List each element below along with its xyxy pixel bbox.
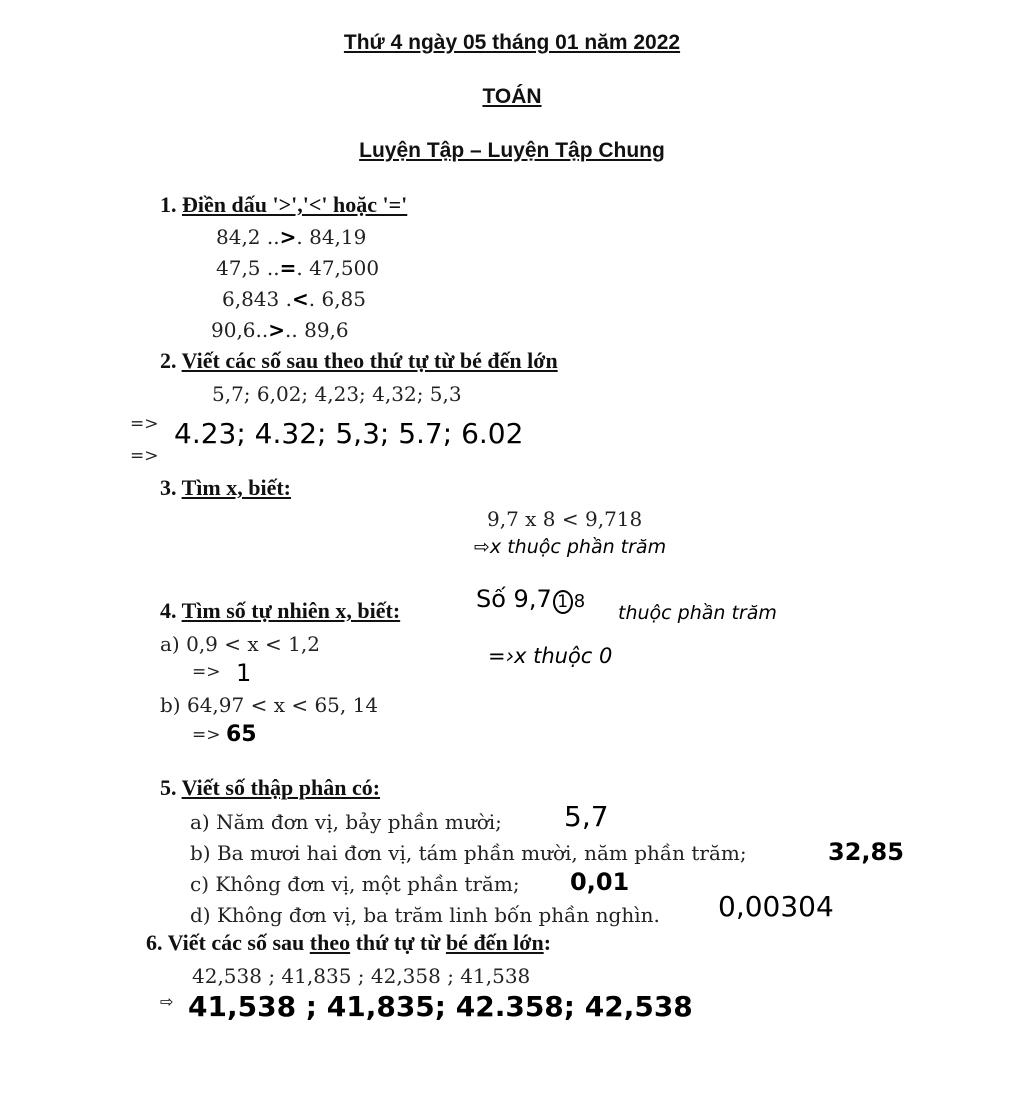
q2-answer: 4.23; 4.32; 5,3; 5.7; 6.02 — [174, 417, 524, 450]
q4-side-answer: =›x thuộc 0 — [488, 644, 613, 668]
q2-number: 2. — [160, 348, 177, 373]
q5-item-a: a) Năm đơn vị, bảy phần mười; — [190, 810, 502, 834]
q3-number: 3. — [160, 475, 177, 500]
q6-arrow: ⇨ — [160, 992, 174, 1011]
q6-number: 6. — [146, 930, 163, 955]
q1-row-2-right: . 47,500 — [296, 256, 380, 280]
q6-answer: 41,538 ; 41,835; 42.358; 42,538 — [188, 990, 693, 1023]
q1-row-1-right: . 84,19 — [296, 225, 367, 249]
q4-a-label: a) — [160, 632, 180, 656]
q6-title-underlined-2: bé đến lớn — [445, 930, 544, 955]
q5-answer-b: 32,85 — [828, 838, 904, 866]
q1-row-2-left: 47,5 .. — [216, 256, 280, 280]
q6-title-underlined-1: theo — [309, 930, 351, 955]
q1-row-3 — [222, 287, 366, 311]
q4-b-expression: 64,97 < x < 65, 14 — [186, 693, 379, 717]
q4-a-answer: 1 — [236, 659, 252, 687]
q5-answer-a: 5,7 — [564, 800, 609, 833]
q1-row-2 — [216, 256, 379, 280]
q2-numbers: 5,7; 6,02; 4,23; 4,32; 5,3 — [212, 382, 462, 406]
q4-heading — [160, 598, 400, 624]
q4-b-answer: 65 — [226, 722, 257, 747]
q6-heading — [146, 930, 551, 956]
q1-row-1-sign: > — [279, 225, 297, 249]
q5-answer-d: 0,00304 — [718, 890, 834, 923]
q1-row-4-left: 90,6.. — [211, 318, 269, 342]
q5-item-b: b) Ba mươi hai đơn vị, tám phần mười, năm phần trăm; — [190, 841, 747, 865]
q1-row-4-right: .. 89,6 — [285, 318, 349, 342]
q5-item-c: c) Không đơn vị, một phần trăm; — [190, 872, 520, 896]
lesson-heading: Luyện Tập – Luyện Tập Chung — [359, 139, 665, 162]
q4-side-suffix: 8 — [573, 591, 586, 612]
q2-title: Viết các số sau theo thứ tự từ bé đến lớn — [181, 348, 558, 373]
q1-row-3-right: . 6,85 — [308, 287, 366, 311]
q6-numbers: 42,538 ; 41,835 ; 42,358 ; 41,538 — [192, 964, 531, 988]
q4-a-arrow: => — [192, 662, 221, 682]
q5-answer-c: 0,01 — [570, 868, 630, 896]
q4-side-work — [476, 585, 585, 614]
q1-row-3-left: 6,843 . — [222, 287, 292, 311]
q1-heading — [160, 192, 407, 218]
q1-row-1 — [216, 225, 366, 249]
subject-heading: TOÁN — [482, 85, 542, 108]
q4-side-circled-digit: 1 — [553, 590, 573, 614]
q1-row-1-left: 84,2 .. — [216, 225, 280, 249]
q2-arrow-2: => — [130, 446, 159, 466]
q4-number: 4. — [160, 598, 177, 623]
q1-row-3-sign: < — [291, 287, 309, 311]
q4-b-arrow: => — [192, 725, 221, 745]
q3-note: ⇨x thuộc phần trăm — [474, 536, 667, 558]
q4-a — [160, 632, 320, 656]
q4-b-label: b) — [160, 693, 181, 717]
q5-heading — [160, 775, 380, 801]
q5-item-d: d) Không đơn vị, ba trăm linh bốn phần nghìn. — [190, 903, 660, 927]
q4-side-note: thuộc phần trăm — [618, 602, 777, 624]
q2-arrow-1: => — [130, 414, 159, 434]
q1-row-4 — [211, 318, 349, 342]
q1-number: 1. — [160, 192, 177, 217]
q4-title: Tìm số tự nhiên x, biết: — [181, 598, 401, 623]
q3-heading — [160, 475, 291, 501]
q5-title: Viết số thập phân có: — [181, 775, 381, 800]
q3-title: Tìm x, biết: — [181, 475, 291, 500]
q6-title-prefix: Viết các số sau — [167, 930, 310, 955]
q4-b — [160, 693, 378, 717]
q1-title: Điền dấu '>','<' hoặc '=' — [182, 192, 408, 217]
q3-expression: 9,7 x 8 < 9,718 — [487, 507, 643, 531]
q5-number: 5. — [160, 775, 177, 800]
q1-row-2-sign: = — [279, 256, 297, 280]
q2-heading — [160, 348, 558, 374]
q1-row-4-sign: > — [268, 318, 286, 342]
q6-title-end: : — [543, 930, 552, 955]
q4-a-expression: 0,9 < x < 1,2 — [186, 632, 320, 656]
date-heading: Thứ 4 ngày 05 tháng 01 năm 2022 — [343, 31, 681, 54]
q6-title-middle: thứ tự từ — [350, 930, 446, 955]
q4-side-prefix: Số 9,7 — [476, 585, 552, 613]
